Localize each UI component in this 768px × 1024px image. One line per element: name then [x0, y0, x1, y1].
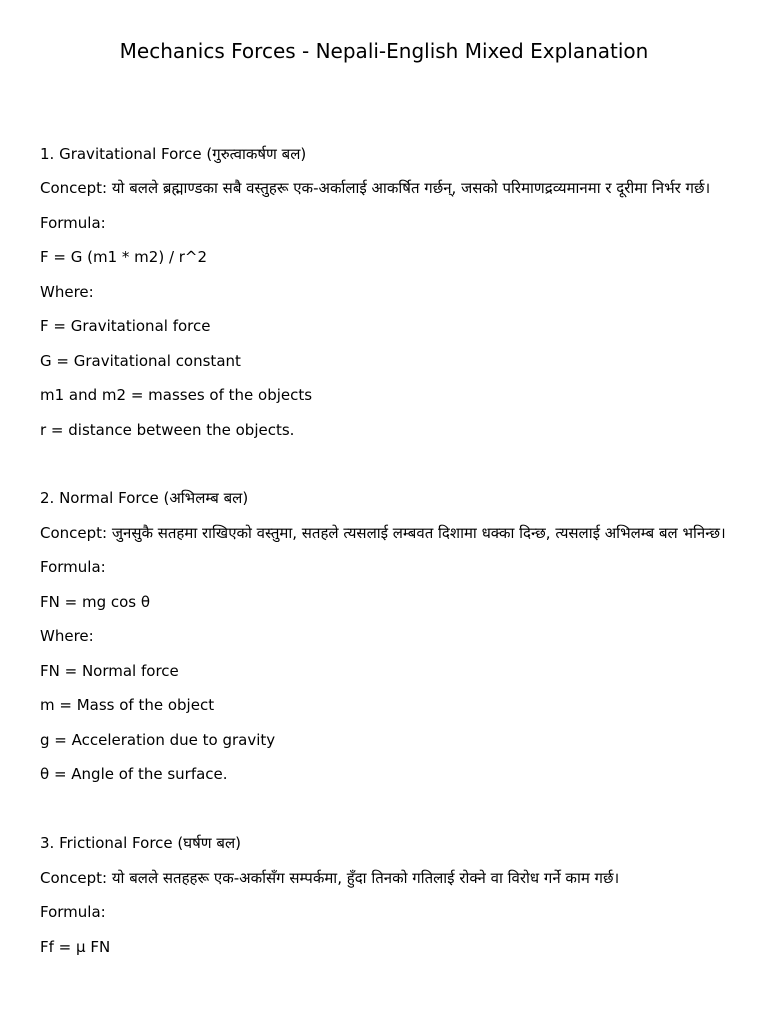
definition-line: r = distance between the objects.: [40, 421, 295, 439]
formula-text: FN = mg cos θ: [40, 593, 151, 611]
section-heading: 2. Normal Force (अभिलम्ब बल): [40, 489, 249, 507]
section-heading: 3. Frictional Force (घर्षण बल): [40, 834, 241, 852]
definition-line: g = Acceleration due to gravity: [40, 731, 276, 749]
where-label: Where:: [40, 627, 94, 645]
section-heading: 1. Gravitational Force (गुरुत्वाकर्षण बल): [40, 145, 307, 163]
formula-label: Formula:: [40, 214, 106, 232]
definition-line: θ = Angle of the surface.: [40, 765, 228, 783]
definition-line: m1 and m2 = masses of the objects: [40, 386, 313, 404]
concept-text: Concept: जुनसुकै सतहमा राखिएको वस्तुमा, सतहले त्यसलाई लम्बवत दिशामा धक्का दिन्छ, त्यसलाई अभिलम्ब बल भनिन्छ।: [40, 524, 726, 542]
formula-label: Formula:: [40, 903, 106, 921]
formula-label: Formula:: [40, 558, 106, 576]
formula-text: Ff = μ FN: [40, 938, 111, 956]
concept-text: Concept: यो बलले ब्रह्माण्डका सबै वस्तुहरू एक-अर्कालाई आकर्षित गर्छन्, जसको परिमाणद्रव्यमानमा र दूरीमा निर्भर गर्छ।: [40, 179, 711, 197]
concept-text: Concept: यो बलले सतहहरू एक-अर्कासँग सम्पर्कमा, हुँदा तिनको गतिलाई रोक्ने वा विरोध गर्ने काम गर्छ।: [40, 869, 620, 887]
document-title: Mechanics Forces - Nepali-English Mixed Explanation: [119, 39, 649, 63]
formula-text: F = G (m1 * m2) / r^2: [40, 248, 208, 266]
definition-line: F = Gravitational force: [40, 317, 211, 335]
where-label: Where:: [40, 283, 94, 301]
definition-line: FN = Normal force: [40, 662, 179, 680]
definition-line: G = Gravitational constant: [40, 352, 241, 370]
definition-line: m = Mass of the object: [40, 696, 215, 714]
